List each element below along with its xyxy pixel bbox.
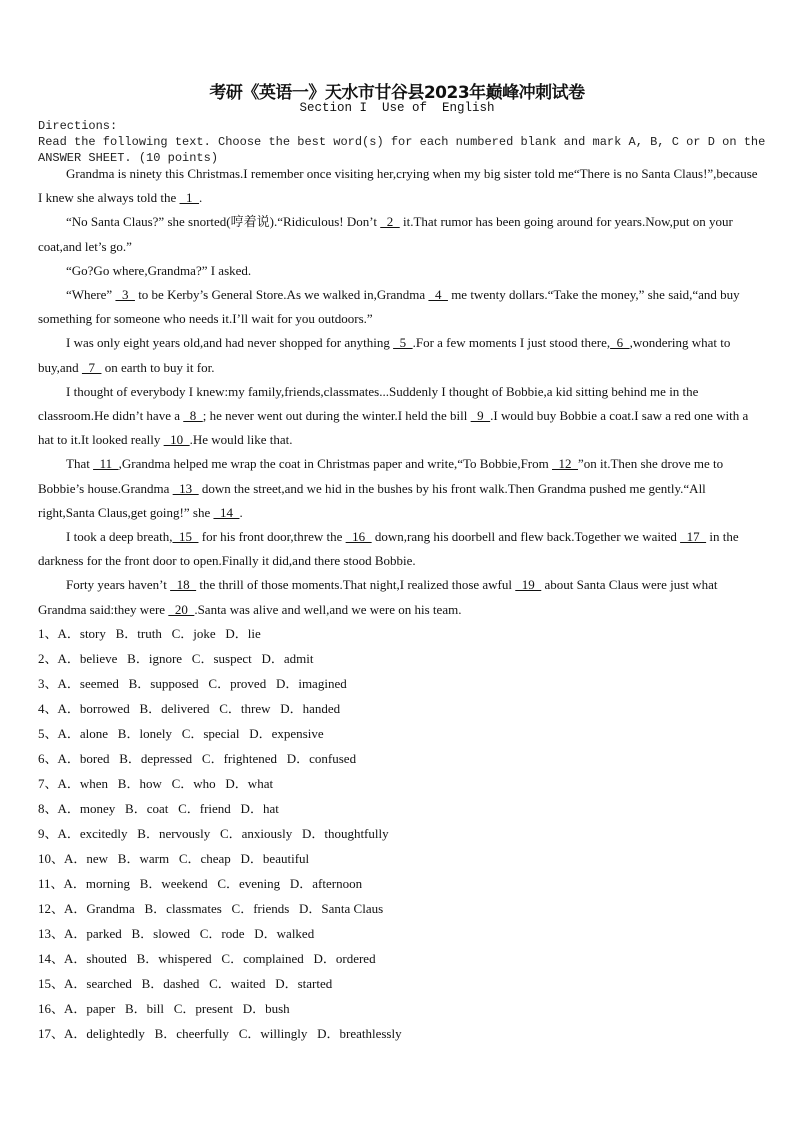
question-options: 9、A．excitedly B．nervously C．anxiously D．thoughtfully <box>38 826 389 841</box>
question-options: 2、A．believe B．ignore C．suspect D．admit <box>38 651 314 666</box>
passage-text: in the darkness for the front door to open.Finally it did,and there stood Bobbie. <box>38 529 739 569</box>
passage <box>38 162 760 622</box>
passage-text: the thrill of those moments.That night,I realized those awful <box>196 577 516 593</box>
question-options: 7、A．when B．how C．who D．what <box>38 776 274 791</box>
question-options: 3、A．seemed B．supposed C．proved D．imagined <box>38 676 347 691</box>
numbered-blank: 11 <box>93 456 119 472</box>
page-title: 考研《英语一》天水市甘谷县2023年巅峰冲刺试卷 <box>209 83 585 103</box>
passage-text: ,Grandma helped me wrap the coat in Christmas paper and write,“To Bobbie,From <box>118 456 552 472</box>
directions <box>38 118 768 166</box>
numbered-blank: 16 <box>345 529 372 545</box>
passage-text: about Santa Claus were just what Grandma said:they were <box>38 577 718 617</box>
question-options: 4、A．borrowed B．delivered C．threw D．handed <box>38 701 341 716</box>
numbered-blank: 13 <box>172 480 199 496</box>
passage-text: it.That rumor has been going around for years.Now,put on your coat,and let’s go.” <box>38 214 733 254</box>
passage-text: ”on it.Then she drove me to Bobbie’s house.Grandma <box>38 456 724 496</box>
passage-text: Forty years haven’t <box>66 577 171 593</box>
question-options: 15、A．searched B．dashed C．waited D．started <box>38 976 333 991</box>
passage-text: I took a deep breath, <box>66 529 173 545</box>
question-options: 12、A．Grandma B．classmates C．friends D．Santa Claus <box>38 901 384 916</box>
passage-text: Grandma is ninety this Christmas.I remember once visiting her,crying when my big sister told me“There is no Santa Claus!”,because I knew she always told the <box>38 166 758 206</box>
numbered-blank: 1 <box>179 190 200 206</box>
passage-text: on earth to buy it for. <box>101 359 215 375</box>
passage-text: for his front door,threw the <box>198 529 346 545</box>
passage-paragraph <box>38 525 760 573</box>
question-options: 17、A．delightedly B．cheerfully C．willingly D．breathlessly <box>38 1026 402 1041</box>
numbered-blank: 17 <box>680 529 707 545</box>
numbered-blank: 19 <box>515 577 542 593</box>
directions-text: Read the following text. Choose the best word(s) for each numbered blank and mark A, B, C or D on the ANSWER SHEET. (10 points) <box>38 135 766 165</box>
passage-text: .He would like that. <box>189 432 293 448</box>
options-list <box>38 621 760 1046</box>
passage-text: “Where” <box>66 287 116 303</box>
numbered-blank: 18 <box>170 577 197 593</box>
passage-text: .I would buy Bobbie a coat.I saw a red one with a hat to it.It looked really <box>38 408 749 448</box>
numbered-blank: 8 <box>183 408 203 424</box>
passage-paragraph <box>38 331 760 379</box>
numbered-blank: 5 <box>393 335 413 351</box>
question-options: 16、A．paper B．bill C．present D．bush <box>38 1001 290 1016</box>
directions-label: Directions: <box>38 119 118 133</box>
passage-text: “No Santa Claus?” she snorted(哼着说).“Ridiculous! Don’t <box>66 214 381 230</box>
question-options: 5、A．alone B．lonely C．special D．expensive <box>38 726 324 741</box>
passage-text: down the street,and we hid in the bushes by his front walk.Then Grandma pushed me gently.“All right,Santa Claus,get going!” she <box>38 480 706 520</box>
numbered-blank: 20 <box>168 601 195 617</box>
passage-text: down,rang his doorbell and flew back.Together we waited <box>371 529 681 545</box>
numbered-blank: 4 <box>428 287 448 303</box>
passage-text: ; he never went out during the winter.I held the bill <box>202 408 471 424</box>
passage-text: I was only eight years old,and had never shopped for anything <box>66 335 394 351</box>
passage-text: That <box>66 456 94 472</box>
passage-paragraph <box>38 452 760 525</box>
passage-text: ,wondering what to buy,and <box>38 335 731 375</box>
section-heading: Section I Use of English <box>299 101 495 115</box>
passage-paragraph <box>38 210 760 258</box>
numbered-blank: 6 <box>610 335 630 351</box>
numbered-blank: 10 <box>163 432 190 448</box>
numbered-blank: 12 <box>552 456 578 472</box>
question-options: 8、A．money B．coat C．friend D．hat <box>38 801 279 816</box>
question-options: 13、A．parked B．slowed C．rode D．walked <box>38 926 315 941</box>
passage-paragraph <box>38 162 760 210</box>
passage-text: to be Kerby’s General Store.As we walked in,Grandma <box>134 287 429 303</box>
passage-paragraph <box>38 573 760 621</box>
passage-text: I thought of everybody I knew:my family,friends,classmates...Suddenly I thought of Bobbie,a kid sitting behind me in the classroom.He didn’t have a <box>38 383 699 424</box>
numbered-blank: 9 <box>470 408 491 424</box>
numbered-blank: 3 <box>115 287 135 303</box>
question-options: 10、A．new B．warm C．cheap D．beautiful <box>38 851 310 866</box>
passage-text: .Santa was alive and well,and we were on his team. <box>194 601 462 617</box>
question-options: 1、A．story B．truth C．joke D．lie <box>38 626 261 641</box>
numbered-blank: 2 <box>380 214 400 230</box>
passage-text: “Go?Go where,Grandma?” I asked. <box>66 262 252 278</box>
numbered-blank: 15 <box>172 529 199 545</box>
passage-text: .For a few moments I just stood there, <box>412 335 611 351</box>
passage-text: . <box>239 504 243 520</box>
numbered-blank: 7 <box>81 359 102 375</box>
passage-paragraph <box>38 283 760 331</box>
numbered-blank: 14 <box>213 504 240 520</box>
question-options: 11、A．morning B．weekend C．evening D．afternoon <box>38 876 363 891</box>
passage-text: me twenty dollars.“Take the money,” she said,“and buy something for someone who needs it.I’ll wait for you outdoors.” <box>38 287 740 327</box>
passage-paragraph <box>38 380 760 453</box>
passage-text: . <box>199 190 203 206</box>
question-options: 14、A．shouted B．whispered C．complained D．ordered <box>38 951 376 966</box>
passage-paragraph <box>38 259 760 283</box>
question-options: 6、A．bored B．depressed C．frightened D．confused <box>38 751 357 766</box>
